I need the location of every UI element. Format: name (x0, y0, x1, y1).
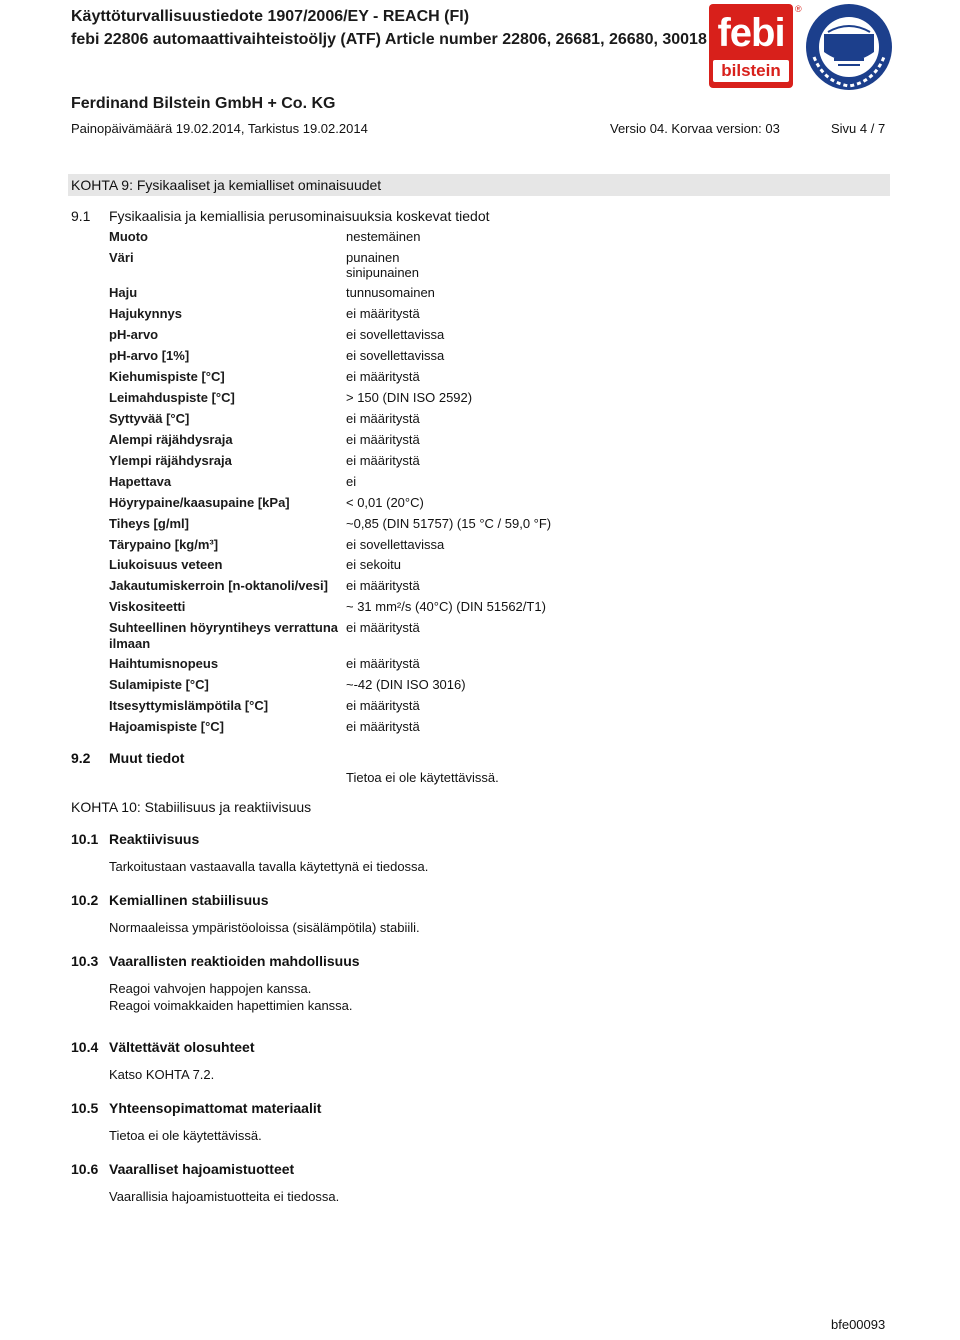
property-label: Sulamipiste [°C] (109, 677, 209, 692)
page-number: Sivu 4 / 7 (831, 121, 886, 136)
property-label: Itsesyttymislämpötila [°C] (109, 698, 269, 713)
property-value: ei sekoitu (346, 557, 401, 572)
product-name: febi 22806 automaattivaihteistoöljy (ATF) Article number 22806, 26681, 26680, 30018 (71, 31, 707, 48)
subsection-text: Tietoa ei ole käytettävissä. (109, 1128, 262, 1143)
subsection-text: Vaarallisia hajoamistuotteita ei tiedossa. (109, 1189, 340, 1204)
property-label: Hajukynnys (109, 306, 182, 321)
subsection-text: Katso KOHTA 7.2. (109, 1067, 215, 1082)
property-label: Kiehumispiste [°C] (109, 369, 225, 384)
property-value: ei määritystä (346, 453, 420, 468)
subsection-number: 10.1 (71, 831, 99, 847)
property-value: < 0,01 (20°C) (346, 495, 424, 510)
section-9-header: KOHTA 9: Fysikaaliset ja kemialliset ominaisuudet (68, 174, 890, 196)
property-label: Hapettava (109, 474, 172, 489)
property-label: Alempi räjähdysraja (109, 432, 233, 447)
subsection-number: 10.3 (71, 953, 99, 969)
property-label: Liukoisuus veteen (109, 557, 223, 572)
bilstein-logo-text: bilstein (713, 60, 789, 82)
property-value: ei määritystä (346, 306, 420, 321)
property-label: Jakautumiskerroin [n-oktanoli/vesi] (109, 578, 328, 593)
section-10-header: KOHTA 10: Stabiilisuus ja reaktiivisuus (68, 796, 342, 818)
property-label: Suhteellinen höyryntiheys verrattuna ilmaan (109, 620, 339, 651)
property-value: sinipunainen (346, 265, 420, 280)
document-title: Käyttöturvallisuustiedote 1907/2006/EY - REACH (FI) (71, 8, 470, 25)
property-label: Hajoamispiste [°C] (109, 719, 225, 734)
subsection-number: 9.2 (71, 750, 91, 766)
subsection-text: Reagoi vahvojen happojen kanssa. (109, 981, 312, 996)
property-value: > 150 (DIN ISO 2592) (346, 390, 473, 405)
property-label: Väri (109, 250, 134, 265)
subsection-title: Vaarallisten reaktioiden mahdollisuus (109, 953, 360, 969)
subsection-number: 9.1 (71, 208, 91, 224)
property-value: ei määritystä (346, 698, 420, 713)
property-label: Viskositeetti (109, 599, 186, 614)
property-value: ei sovellettavissa (346, 327, 445, 342)
property-value: tunnusomainen (346, 285, 435, 300)
subsection-title: Kemiallinen stabiilisuus (109, 892, 269, 908)
property-value: ei sovellettavissa (346, 537, 445, 552)
tuv-certification-seal-icon (804, 2, 894, 92)
subsection-title: Vaaralliset hajoamistuotteet (109, 1161, 295, 1177)
property-value: punainen (346, 250, 400, 265)
property-value: ei sovellettavissa (346, 348, 445, 363)
subsection-number: 10.6 (71, 1161, 99, 1177)
property-label: Tärypaino [kg/m³] (109, 537, 219, 552)
subsection-text: Tarkoitustaan vastaavalla tavalla käytettynä ei tiedossa. (109, 859, 429, 874)
property-value: ei määritystä (346, 432, 420, 447)
property-value: ei määritystä (346, 656, 420, 671)
property-value: ei määritystä (346, 578, 420, 593)
property-value: ei määritystä (346, 719, 420, 734)
property-label: Ylempi räjähdysraja (109, 453, 232, 468)
property-label: pH-arvo (109, 327, 159, 342)
subsection-title: Yhteensopimattomat materiaalit (109, 1100, 322, 1116)
subsection-number: 10.4 (71, 1039, 99, 1055)
property-value: ~ 31 mm²/s (40°C) (DIN 51562/T1) (346, 599, 546, 614)
registered-mark: ® (795, 4, 802, 14)
property-label: Muoto (109, 229, 148, 244)
subsection-number: 10.5 (71, 1100, 99, 1116)
company-name: Ferdinand Bilstein GmbH + Co. KG (71, 95, 336, 112)
property-label: Syttyvää [°C] (109, 411, 190, 426)
property-value: ei määritystä (346, 369, 420, 384)
property-label: Haju (109, 285, 138, 300)
subsection-title: Fysikaalisia ja kemiallisia perusominaisuuksia koskevat tiedot (109, 208, 490, 224)
property-label: Leimahduspiste [°C] (109, 390, 235, 405)
subsection-text: Normaaleissa ympäristöoloissa (sisälämpötila) stabiili. (109, 920, 420, 935)
print-date: Painopäivämäärä 19.02.2014, Tarkistus 19.02.2014 (71, 121, 368, 136)
subsection-text: Reagoi voimakkaiden hapettimien kanssa. (109, 998, 353, 1013)
property-label: Haihtumisnopeus (109, 656, 219, 671)
property-value: ei (346, 474, 357, 489)
property-value: ~-42 (DIN ISO 3016) (346, 677, 466, 692)
version-info: Versio 04. Korvaa version: 03 (610, 121, 780, 136)
property-value: ei määritystä (346, 411, 420, 426)
property-label: Höyrypaine/kaasupaine [kPa] (109, 495, 290, 510)
subsection-number: 10.2 (71, 892, 99, 908)
property-value: ~0,85 (DIN 51757) (15 °C / 59,0 °F) (346, 516, 552, 531)
other-info-text: Tietoa ei ole käytettävissä. (346, 770, 499, 785)
febi-bilstein-logo (709, 4, 793, 88)
property-value: nestemäinen (346, 229, 421, 244)
subsection-title: Reaktiivisuus (109, 831, 200, 847)
footer-code: bfe00093 (831, 1317, 886, 1332)
subsection-title: Muut tiedot (109, 750, 185, 766)
property-label: pH-arvo [1%] (109, 348, 190, 363)
febi-logo-text: febi (717, 11, 785, 55)
subsection-title: Vältettävät olosuhteet (109, 1039, 255, 1055)
property-label: Tiheys [g/ml] (109, 516, 189, 531)
property-value: ei määritystä (346, 620, 420, 635)
